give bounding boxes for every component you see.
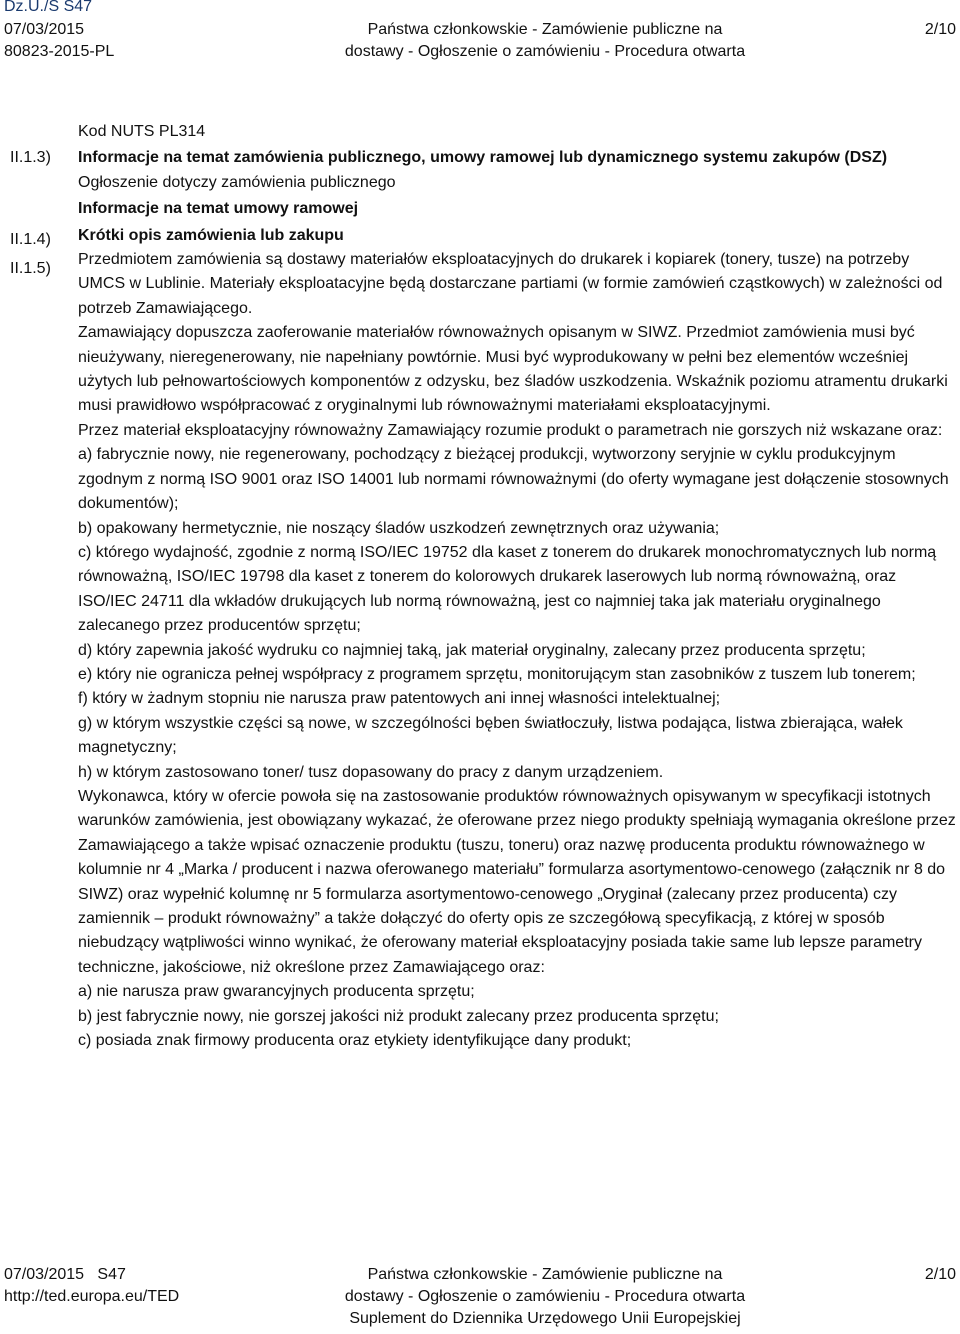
list-item: d) który zapewnia jakość wydruku co najmniej taką, jak materiał oryginalny, zalecany przez producenta sprzętu; [78,641,866,659]
main-content [78,120,958,1053]
footer-date: 07/03/2015 [4,1266,85,1283]
paragraph: Przedmiotem zamówienia są dostawy materiałów eksploatacyjnych do drukarek i kopiarek (tonery, tusze) na potrzeby UMCS w Lublinie. Materiały eksploatacyjne będą dostarczane partiami (w formie zamówień cząstkowych) w zależności od potrzeb Zamawiającego. [78,251,943,317]
list-item: f) który w żadnym stopniu nie narusza praw patentowych ani innej własności intelektualnej; [78,690,721,708]
footer-title [300,1264,790,1330]
footer-page-number: 2/10 [924,1266,956,1283]
header-left [4,19,114,63]
list-item: g) w którym wszystkie części są nowe, w szczególności bęben światłoczuły, listwa podająca, listwa zbierająca, wałek magnetyczny; [78,714,903,757]
footer-title-line3: Suplement do Dziennika Urzędowego Unii Europejskiej [349,1310,741,1327]
nuts-code: Kod NUTS PL314 [78,123,206,140]
header-journal-ref: Dz.U./S S47 [4,0,93,15]
list-item: h) w którym zastosowano toner/ tusz dopasowany do pracy z danym urządzeniem. [78,763,664,781]
footer-issue: S47 [97,1266,126,1283]
list-item: e) który nie ogranicza pełnej współpracy z programem sprzętu, monitorującym stan zasobników z tuszem lub tonerem; [78,665,916,683]
list-item: c) którego wydajność, zgodnie z normą ISO/IEC 19752 dla kaset z tonerem do drukarek monochromatycznych lub normą równoważną, ISO/IEC 19798 dla kaset z tonerem do kolorowych drukarek laserowych lub normą równoważną, oraz ISO/IEC 24711 dla wkładów drukujących lub normą równoważną, jest co najmniej taka jak materiału oryginalnego zalecanego przez producentów sprzętu; [78,543,937,635]
list-item: a) nie narusza praw gwarancyjnych producenta sprzętu; [78,983,475,1001]
header-title [300,19,790,63]
heading-short-description: Krótki opis zamówienia lub zakupu [78,226,344,244]
header-page-number: 2/10 [924,21,956,38]
list-item: b) jest fabrycznie nowy, nie gorszej jakości niż produkt zalecany przez producenta sprzętu; [78,1007,719,1025]
footer-url[interactable]: http://ted.europa.eu/TED [4,1288,180,1305]
list-item: a) fabrycznie nowy, nie regenerowany, pochodzący z bieżącej produkcji, wytworzony seryjnie w cyklu produkcyjnym zgodnym z normą ISO 9001 oraz ISO 14001 lub normami równoważnymi (do oferty wymagane jest dołączenie stosownych dokumentów); [78,446,949,513]
footer-date-issue [4,1264,179,1286]
section-number-ii-1-4: II.1.4) [10,231,51,248]
header-doc-id: 80823-2015-PL [4,43,115,60]
header-date: 07/03/2015 [4,21,85,38]
section-number-ii-1-5: II.1.5) [10,260,51,277]
list-item: c) posiada znak firmowy producenta oraz etykiety identyfikujące dany produkt; [78,1032,632,1050]
header-title-line1: Państwa członkowskie - Zamówienie publiczne na [367,21,723,38]
list-item: b) opakowany hermetycznie, nie noszący śladów uszkodzeń zewnętrznych oraz używania; [78,519,720,537]
heading-contract-info: Informacje na temat zamówienia publicznego, umowy ramowej lub dynamicznego systemu zakupów (DSZ) [78,149,888,167]
heading-framework-agreement: Informacje na temat umowy ramowej [78,200,359,218]
paragraph: Zamawiający dopuszcza zaoferowanie materiałów równoważnych opisanym w SIWZ. Przedmiot zamówienia musi być nieużywany, nieregenerowany, nie napełniany powtórnie. Musi być wyprodukowany w pełni bez elementów wcześniej użytych lub pełnowartościowych komponentów z odzysku, bez śladów uszkodzenia. Wskaźnik poziomu atramentu drukarki musi prawidłowo współpracować z oryginalnymi lub równoważnymi materiałami eksploatacyjnymi. [78,324,948,415]
footer-left [4,1264,179,1308]
section-number-ii-1-3: II.1.3) [10,149,51,166]
contract-info-text: Ogłoszenie dotyczy zamówienia publicznego [78,173,396,191]
footer-title-line1: Państwa członkowskie - Zamówienie publiczne na [367,1266,723,1283]
paragraph: Wykonawca, który w ofercie powoła się na zastosowanie produktów równoważnych opisywanym w specyfikacji istotnych warunków zamówienia, jest obowiązany wykazać, że oferowane przez niego produkty spełniają wymagania określone przez Zamawiającego a także wpisać oznaczenie produktu (tuszu, toneru) oraz nazwę producenta produktu równoważnego w kolumnie nr 4 „Marka / producent i nazwa oferowanego materiału” formularza asortymentowo-cenowego (załącznik nr 8 do SIWZ) oraz wypełnić kolumnę nr 5 formularza asortymentowo-cenowego „Oryginał (zalecany przez producenta) czy zamiennik – produkt równoważny” a także dołączyć do oferty opis ze szczegółową specyfikacją, z której w sposób niebudzący wątpliwości winno wynikać, że oferowany materiał eksploatacyjny posiada takie same lub lepsze parametry techniczne, jakościowe, niż określone przez Zamawiającego oraz: [78,787,956,976]
footer-title-line2: dostawy - Ogłoszenie o zamówieniu - Procedura otwarta [344,1288,746,1305]
paragraph: Przez materiał eksploatacyjny równoważny Zamawiający rozumie produkt o parametrach nie gorszych niż wskazane oraz: [78,421,943,439]
header-title-line2: dostawy - Ogłoszenie o zamówieniu - Procedura otwarta [344,43,746,60]
